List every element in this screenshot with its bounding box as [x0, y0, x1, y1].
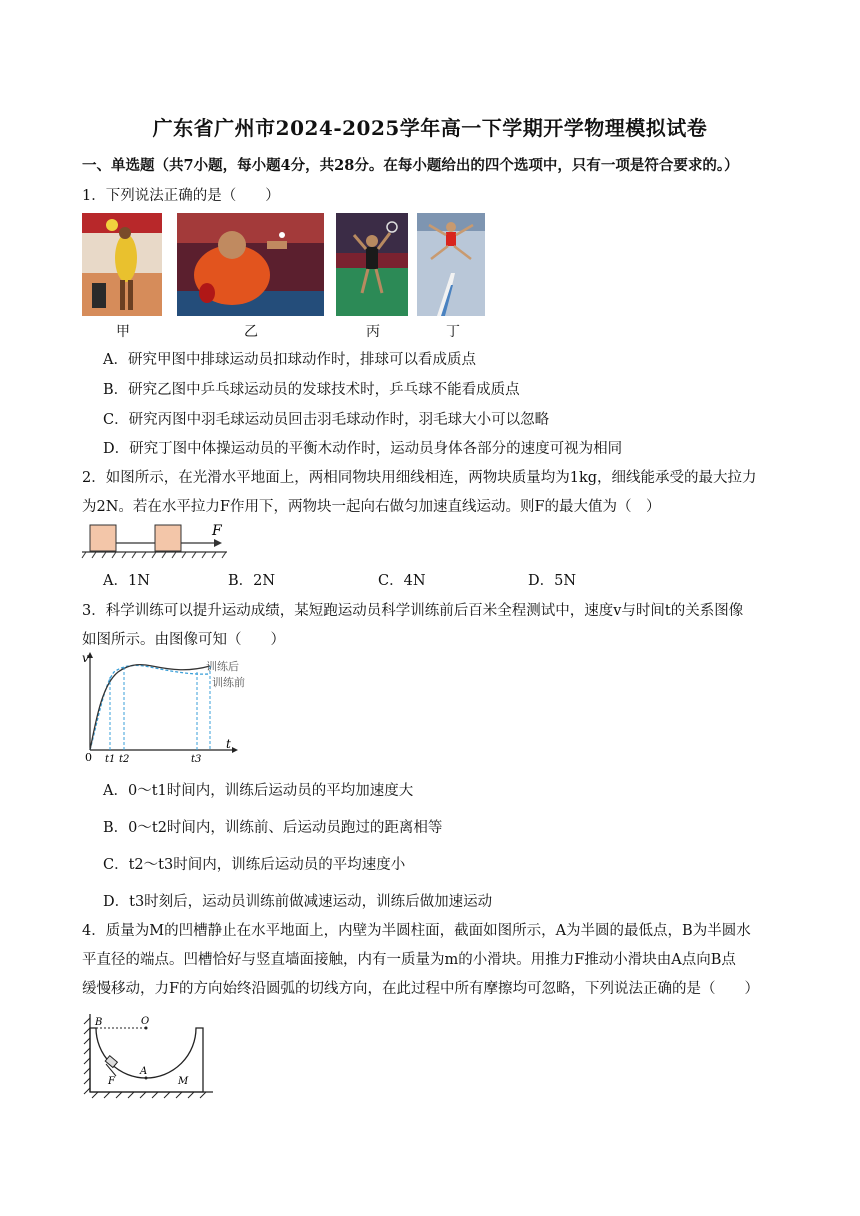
legend-before: 训练前 — [212, 676, 245, 689]
caption-yi: 乙 — [244, 324, 258, 340]
q4-stem-line1: 4．质量为M的凹槽静止在水平地面上，内壁为半圆柱面，截面如图所示，A为半圆的最低点，B为半圆水 — [82, 923, 751, 939]
q2-stem-line1: 2．如图所示，在光滑水平地面上，两相同物块用细线相连，两物块质量均为1kg，细线能承受的最大拉力 — [82, 470, 757, 486]
exam-title: 广东省广州市2024-2025学年高一下学期开学物理模拟试卷 — [152, 116, 708, 140]
groove-diagram — [78, 1012, 228, 1102]
q2-option-b[interactable]: B．2N — [228, 573, 276, 589]
two-blocks-diagram — [82, 518, 232, 562]
t-axis-label: t — [226, 737, 231, 751]
wall-hatch — [84, 1018, 90, 1094]
label-o: O — [141, 1016, 150, 1027]
label-a: A — [140, 1066, 148, 1077]
v-axis-label: v — [82, 651, 89, 665]
block-left — [90, 525, 116, 551]
q1-option-c[interactable]: C．研究丙图中羽毛球运动员回击羽毛球动作时，羽毛球大小可以忽略 — [103, 412, 550, 428]
tick-t1: t1 — [105, 754, 116, 765]
caption-bing: 丙 — [366, 324, 380, 340]
q3-option-b[interactable]: B．0～t2时间内，训练前、后运动员跑过的距离相等 — [103, 820, 443, 836]
caption-jia: 甲 — [116, 324, 130, 340]
velocity-time-graph — [80, 650, 245, 766]
q1-option-d[interactable]: D．研究丁图中体操运动员的平衡木动作时，运动员身体各部分的速度可视为相同 — [103, 441, 623, 457]
caption-ding: 丁 — [446, 324, 460, 340]
label-b: B — [95, 1017, 103, 1028]
q3-stem-line2: 如图所示。由图像可知（ ） — [82, 632, 285, 648]
q3-option-c[interactable]: C．t2～t3时间内，训练后运动员的平均速度小 — [103, 857, 406, 873]
q3-option-a[interactable]: A．0～t1时间内，训练后运动员的平均加速度大 — [103, 783, 414, 799]
q1-option-b[interactable]: B．研究乙图中乒乓球运动员的发球技术时，乒乓球不能看成质点 — [103, 382, 520, 398]
t-axis-arrow-icon — [232, 747, 238, 753]
section-header: 一、单选题（共7小题，每小题4分，共28分。在每小题给出的四个选项中，只有一项是符合要求的。） — [82, 157, 739, 174]
block-right — [155, 525, 181, 551]
floor-hatch — [92, 1092, 206, 1098]
tick-t2: t2 — [119, 754, 130, 765]
origin-label: 0 — [85, 751, 92, 764]
table-tennis-photo — [177, 213, 324, 316]
tick-t3: t3 — [191, 754, 202, 765]
label-f: F — [108, 1076, 115, 1087]
q4-stem-line2: 平直径的端点。凹槽恰好与竖直墙面接触，内有一质量为m的小滑块。用推力F推动小滑块由A点向B点 — [82, 952, 736, 968]
balance-beam-photo — [417, 213, 485, 316]
q2-option-a[interactable]: A．1N — [103, 573, 150, 589]
legend-after: 训练后 — [206, 660, 239, 673]
curve-after-training — [90, 665, 210, 750]
arrow-head-icon — [214, 539, 222, 547]
volleyball-photo — [82, 213, 162, 316]
q1-stem: 1．下列说法正确的是（ ） — [82, 188, 280, 204]
q2-option-c[interactable]: C．4N — [378, 573, 426, 589]
q2-stem-line2: 为2N。若在水平拉力F作用下，两物块一起向右做匀加速直线运动。则F的最大值为（ ） — [82, 499, 661, 515]
q1-option-a[interactable]: A．研究甲图中排球运动员扣球动作时，排球可以看成质点 — [103, 352, 476, 368]
badminton-photo — [336, 213, 408, 316]
force-label: F — [212, 523, 222, 539]
q3-option-d[interactable]: D．t3时刻后，运动员训练前做减速运动，训练后做加速运动 — [103, 894, 493, 910]
label-m: M — [178, 1076, 189, 1087]
q2-option-d[interactable]: D．5N — [528, 573, 577, 589]
q4-stem-line3: 缓慢移动，力F的方向始终沿圆弧的切线方向，在此过程中所有摩擦均可忽略，下列说法正确的是（ ） — [82, 981, 760, 997]
ground-hatch — [82, 552, 226, 558]
q3-stem-line1: 3．科学训练可以提升运动成绩，某短跑运动员科学训练前后百米全程测试中，速度v与时间t的关系图像 — [82, 603, 744, 619]
curve-before-training — [90, 665, 210, 750]
